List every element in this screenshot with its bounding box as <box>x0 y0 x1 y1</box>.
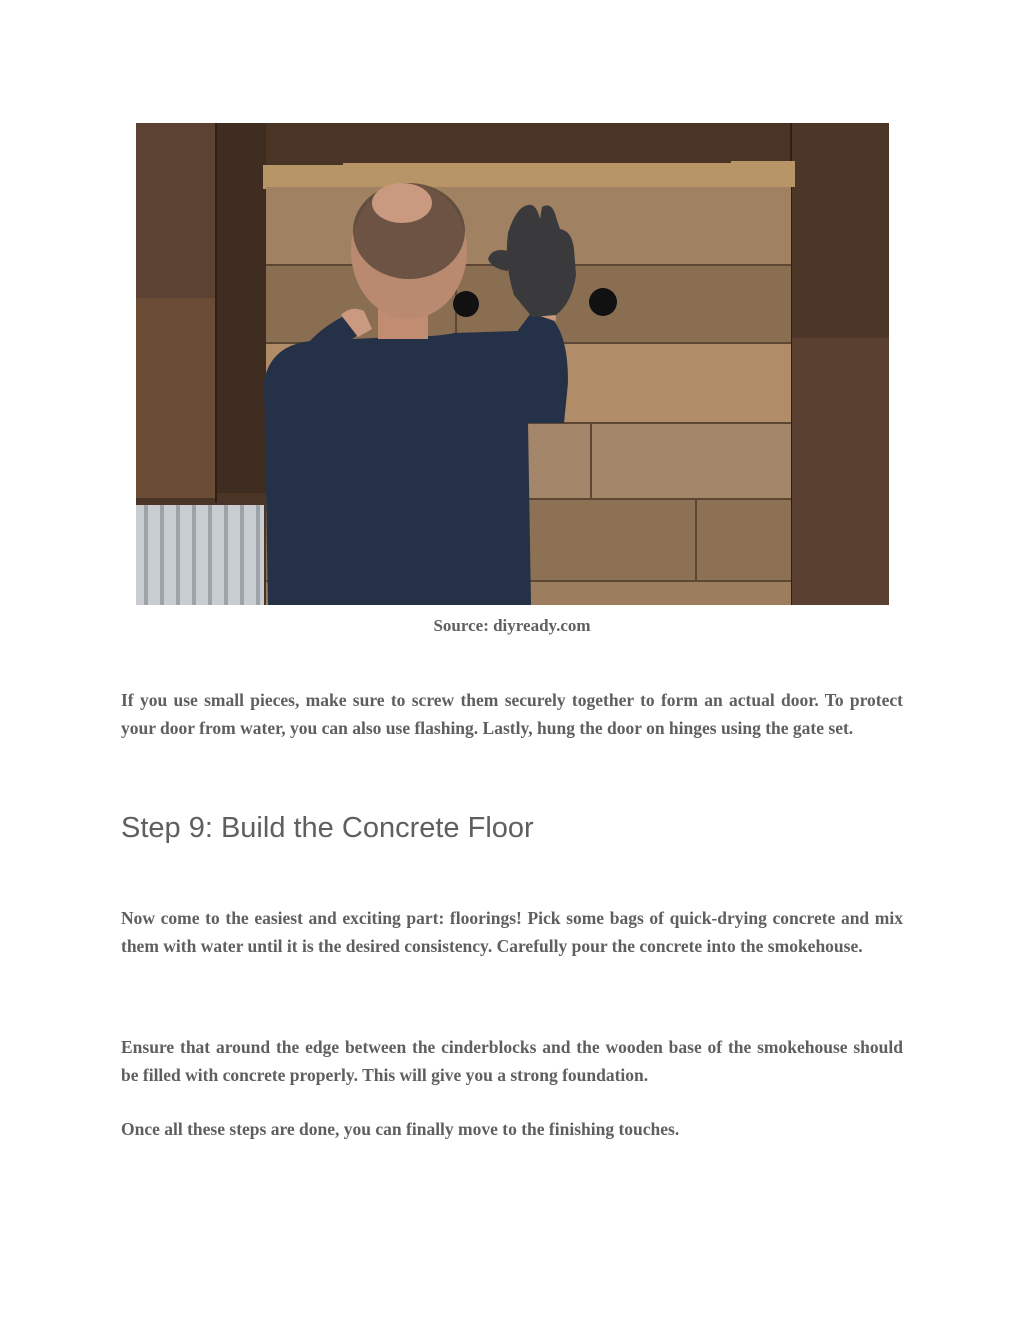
vent-hole-right <box>589 288 617 316</box>
paragraph-finishing: Once all these steps are done, you can finally move to the finishing touches. <box>121 1119 680 1139</box>
man-shirt <box>264 331 568 605</box>
paragraph-fill-edges: Ensure that around the edge between the cinderblocks and the wooden base of the smokehouse should be filled with concrete properly. This will give you a strong foundation. <box>121 1037 903 1085</box>
paragraph-door-assembly: If you use small pieces, make sure to screw them securely together to form an actual door. To protect your door from water, you can also use flashing. Lastly, hung the door on hinges using the gate set. <box>121 690 903 738</box>
section-heading: Step 9: Build the Concrete Floor <box>121 812 534 844</box>
vent-hole-left <box>453 291 479 317</box>
photo-illustration <box>136 123 889 605</box>
paragraph-pour-concrete: Now come to the easiest and exciting part: floorings! Pick some bags of quick-drying concrete and mix them with water until it is the desired consistency. Carefully pour the concrete into the smokehouse. <box>121 908 903 956</box>
photo-man-building-wooden-door <box>136 123 889 605</box>
image-caption: Source: diyready.com <box>433 616 591 635</box>
metal-panel <box>136 505 264 605</box>
door-top-caps <box>263 161 795 189</box>
